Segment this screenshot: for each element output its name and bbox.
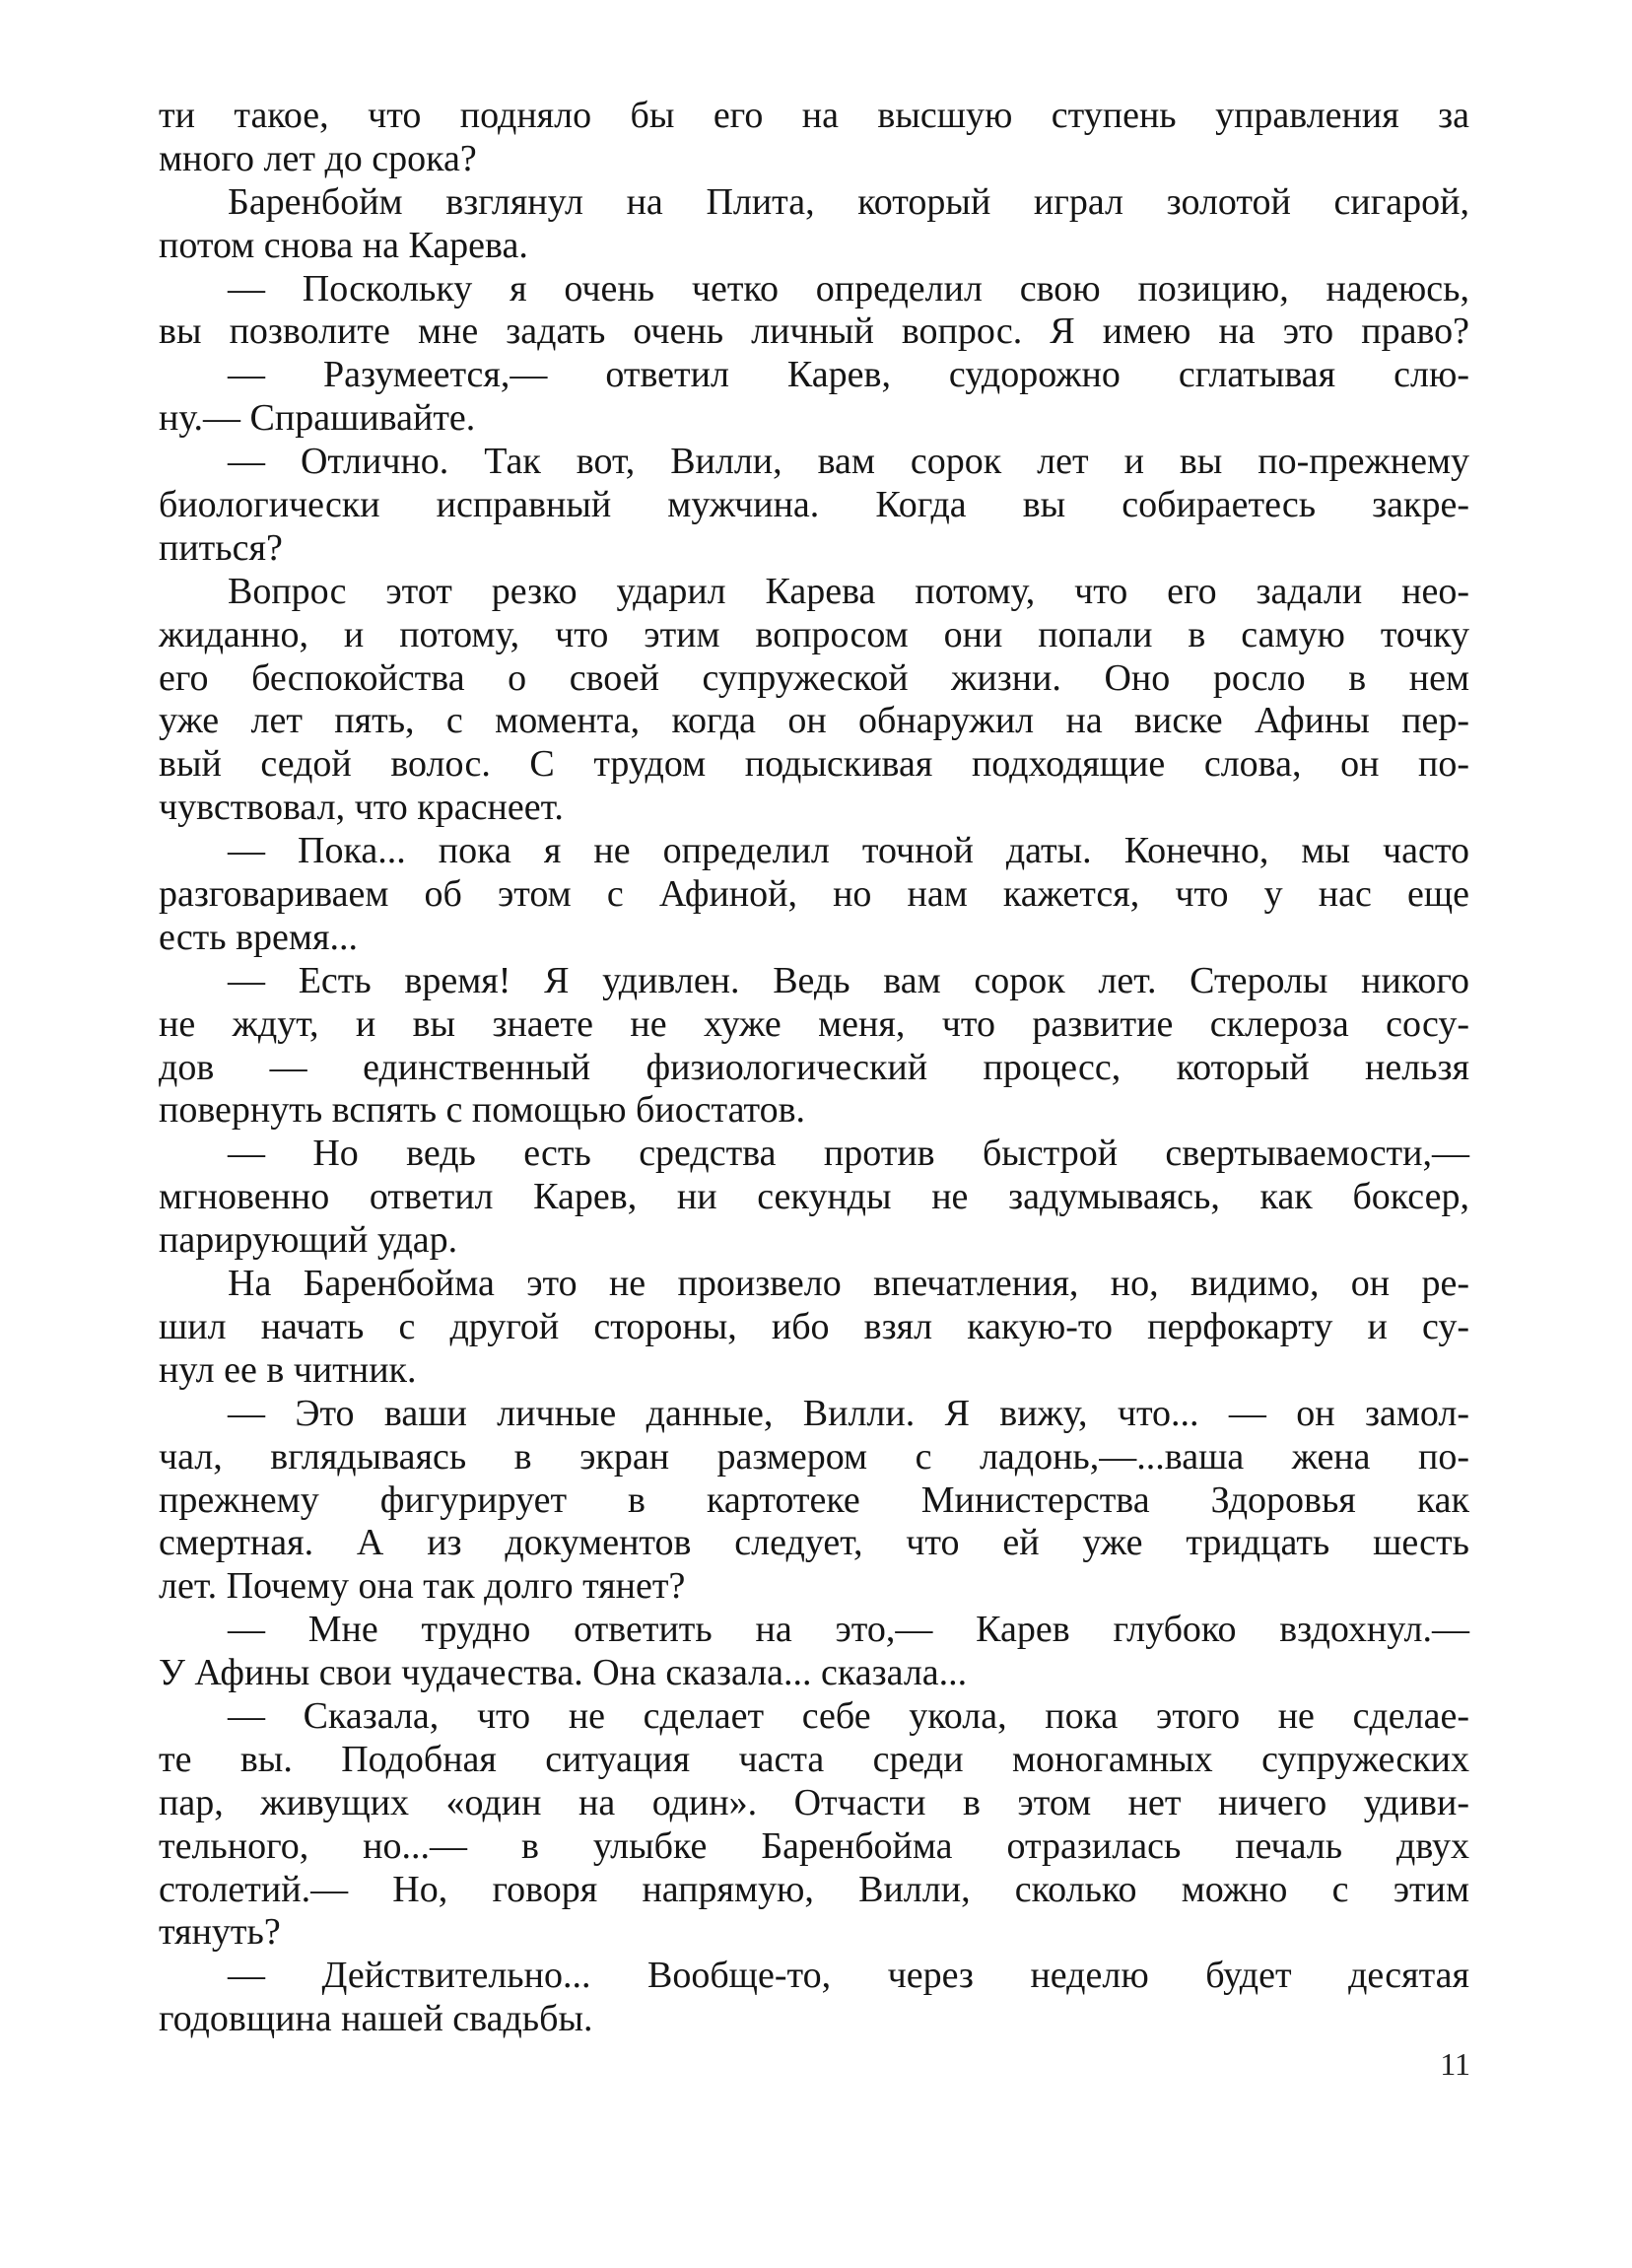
text-line: чал, вглядываясь в экран размером с ладонь,—...ваша жена по- [159, 1435, 1469, 1478]
text-line: — Поскольку я очень четко определил свою позицию, надеюсь, [228, 267, 1469, 309]
text-line: — Сказала, что не сделает себе укола, пока этого не сделае- [228, 1694, 1469, 1737]
text-line: уже лет пять, с момента, когда он обнаружил на виске Афины пер- [159, 700, 1469, 742]
text-line: столетий.— Но, говоря напрямую, Вилли, сколько можно с этим [159, 1868, 1469, 1910]
text-line: дов — единственный физиологический процесс, который нельзя [159, 1046, 1469, 1088]
text-line: — Есть время! Я удивлен. Ведь вам сорок лет. Стеролы никого [228, 959, 1469, 1001]
text-line: не ждут, и вы знаете не хуже меня, что развитие склероза сосу- [159, 1002, 1469, 1045]
text-line: ну.— Спрашивайте. [159, 397, 476, 440]
page-number: 11 [1440, 2046, 1470, 2082]
text-line: тельного, но...— в улыбке Баренбойма отразилась печаль двух [159, 1824, 1469, 1867]
text-line: — Пока... пока я не определил точной даты. Конечно, мы часто [228, 830, 1469, 872]
text-line: Баренбойм взглянул на Плита, который играл золотой сигарой, [228, 180, 1469, 223]
body-text [159, 95, 1469, 2041]
text-line: На Баренбойма это не произвело впечатления, но, видимо, он ре- [228, 1263, 1469, 1305]
text-line: питься? [159, 526, 283, 569]
text-line: мгновенно ответил Карев, ни секунды не задумываясь, как боксер, [159, 1176, 1469, 1218]
text-line: прежнему фигурирует в картотеке Министерства Здоровья как [159, 1478, 1469, 1521]
text-line: биологически исправный мужчина. Когда вы собираетесь закре- [159, 484, 1469, 526]
text-line: чувствовал, что краснеет. [159, 787, 564, 829]
text-line: жиданно, и потому, что этим вопросом они попали в самую точку [159, 613, 1469, 655]
text-line: его беспокойства о своей супружеской жизни. Оно росло в нем [159, 656, 1469, 699]
text-line: — Отлично. Так вот, Вилли, вам сорок лет и вы по-прежнему [228, 441, 1469, 483]
text-line: те вы. Подобная ситуация часта среди моногамных супружеских [159, 1738, 1469, 1780]
text-line: ти такое, что подняло бы его на высшую ступень управления за [159, 95, 1469, 136]
text-line: вый седой волос. С трудом подыскивая подходящие слова, он по- [159, 743, 1469, 786]
text-line: вы позволите мне задать очень личный вопрос. Я имею на это право? [159, 310, 1469, 353]
text-line: парирующий удар. [159, 1219, 458, 1262]
text-line: разговариваем об этом с Афиной, но нам кажется, что у нас еще [159, 873, 1469, 916]
text-line: нул ее в читник. [159, 1348, 417, 1391]
text-line: — Действительно... Вообще-то, через неделю будет десятая [228, 1955, 1469, 1997]
text-line: — Мне трудно ответить на это,— Карев глубоко вздохнул.— [228, 1609, 1469, 1651]
text-line: смертная. А из документов следует, что ей уже тридцать шесть [159, 1522, 1469, 1564]
text-line: тянуть? [159, 1911, 281, 1954]
text-line: годовщина нашей свадьбы. [159, 1998, 593, 2040]
text-line: много лет до срока? [159, 137, 477, 179]
text-line: У Афины свои чудачества. Она сказала... сказала... [159, 1652, 968, 1694]
text-line: шил начать с другой стороны, ибо взял какую-то перфокарту и су- [159, 1305, 1469, 1347]
text-line: есть время... [159, 916, 358, 958]
text-line: потом снова на Карева. [159, 224, 528, 266]
text-line: пар, живущих «один на один». Отчасти в этом нет ничего удиви- [159, 1781, 1469, 1823]
text-line: — Это ваши личные данные, Вилли. Я вижу, что... — он замол- [228, 1392, 1469, 1434]
text-line: — Но ведь есть средства против быстрой свертываемости,— [228, 1133, 1469, 1175]
text-line: повернуть вспять с помощью биостатов. [159, 1089, 806, 1132]
text-line: — Разумеется,— ответил Карев, судорожно сглатывая слю- [228, 354, 1469, 396]
text-line: лет. Почему она так долго тянет? [159, 1565, 686, 1608]
text-line: Вопрос этот резко ударил Карева потому, что его задали нео- [228, 570, 1469, 612]
